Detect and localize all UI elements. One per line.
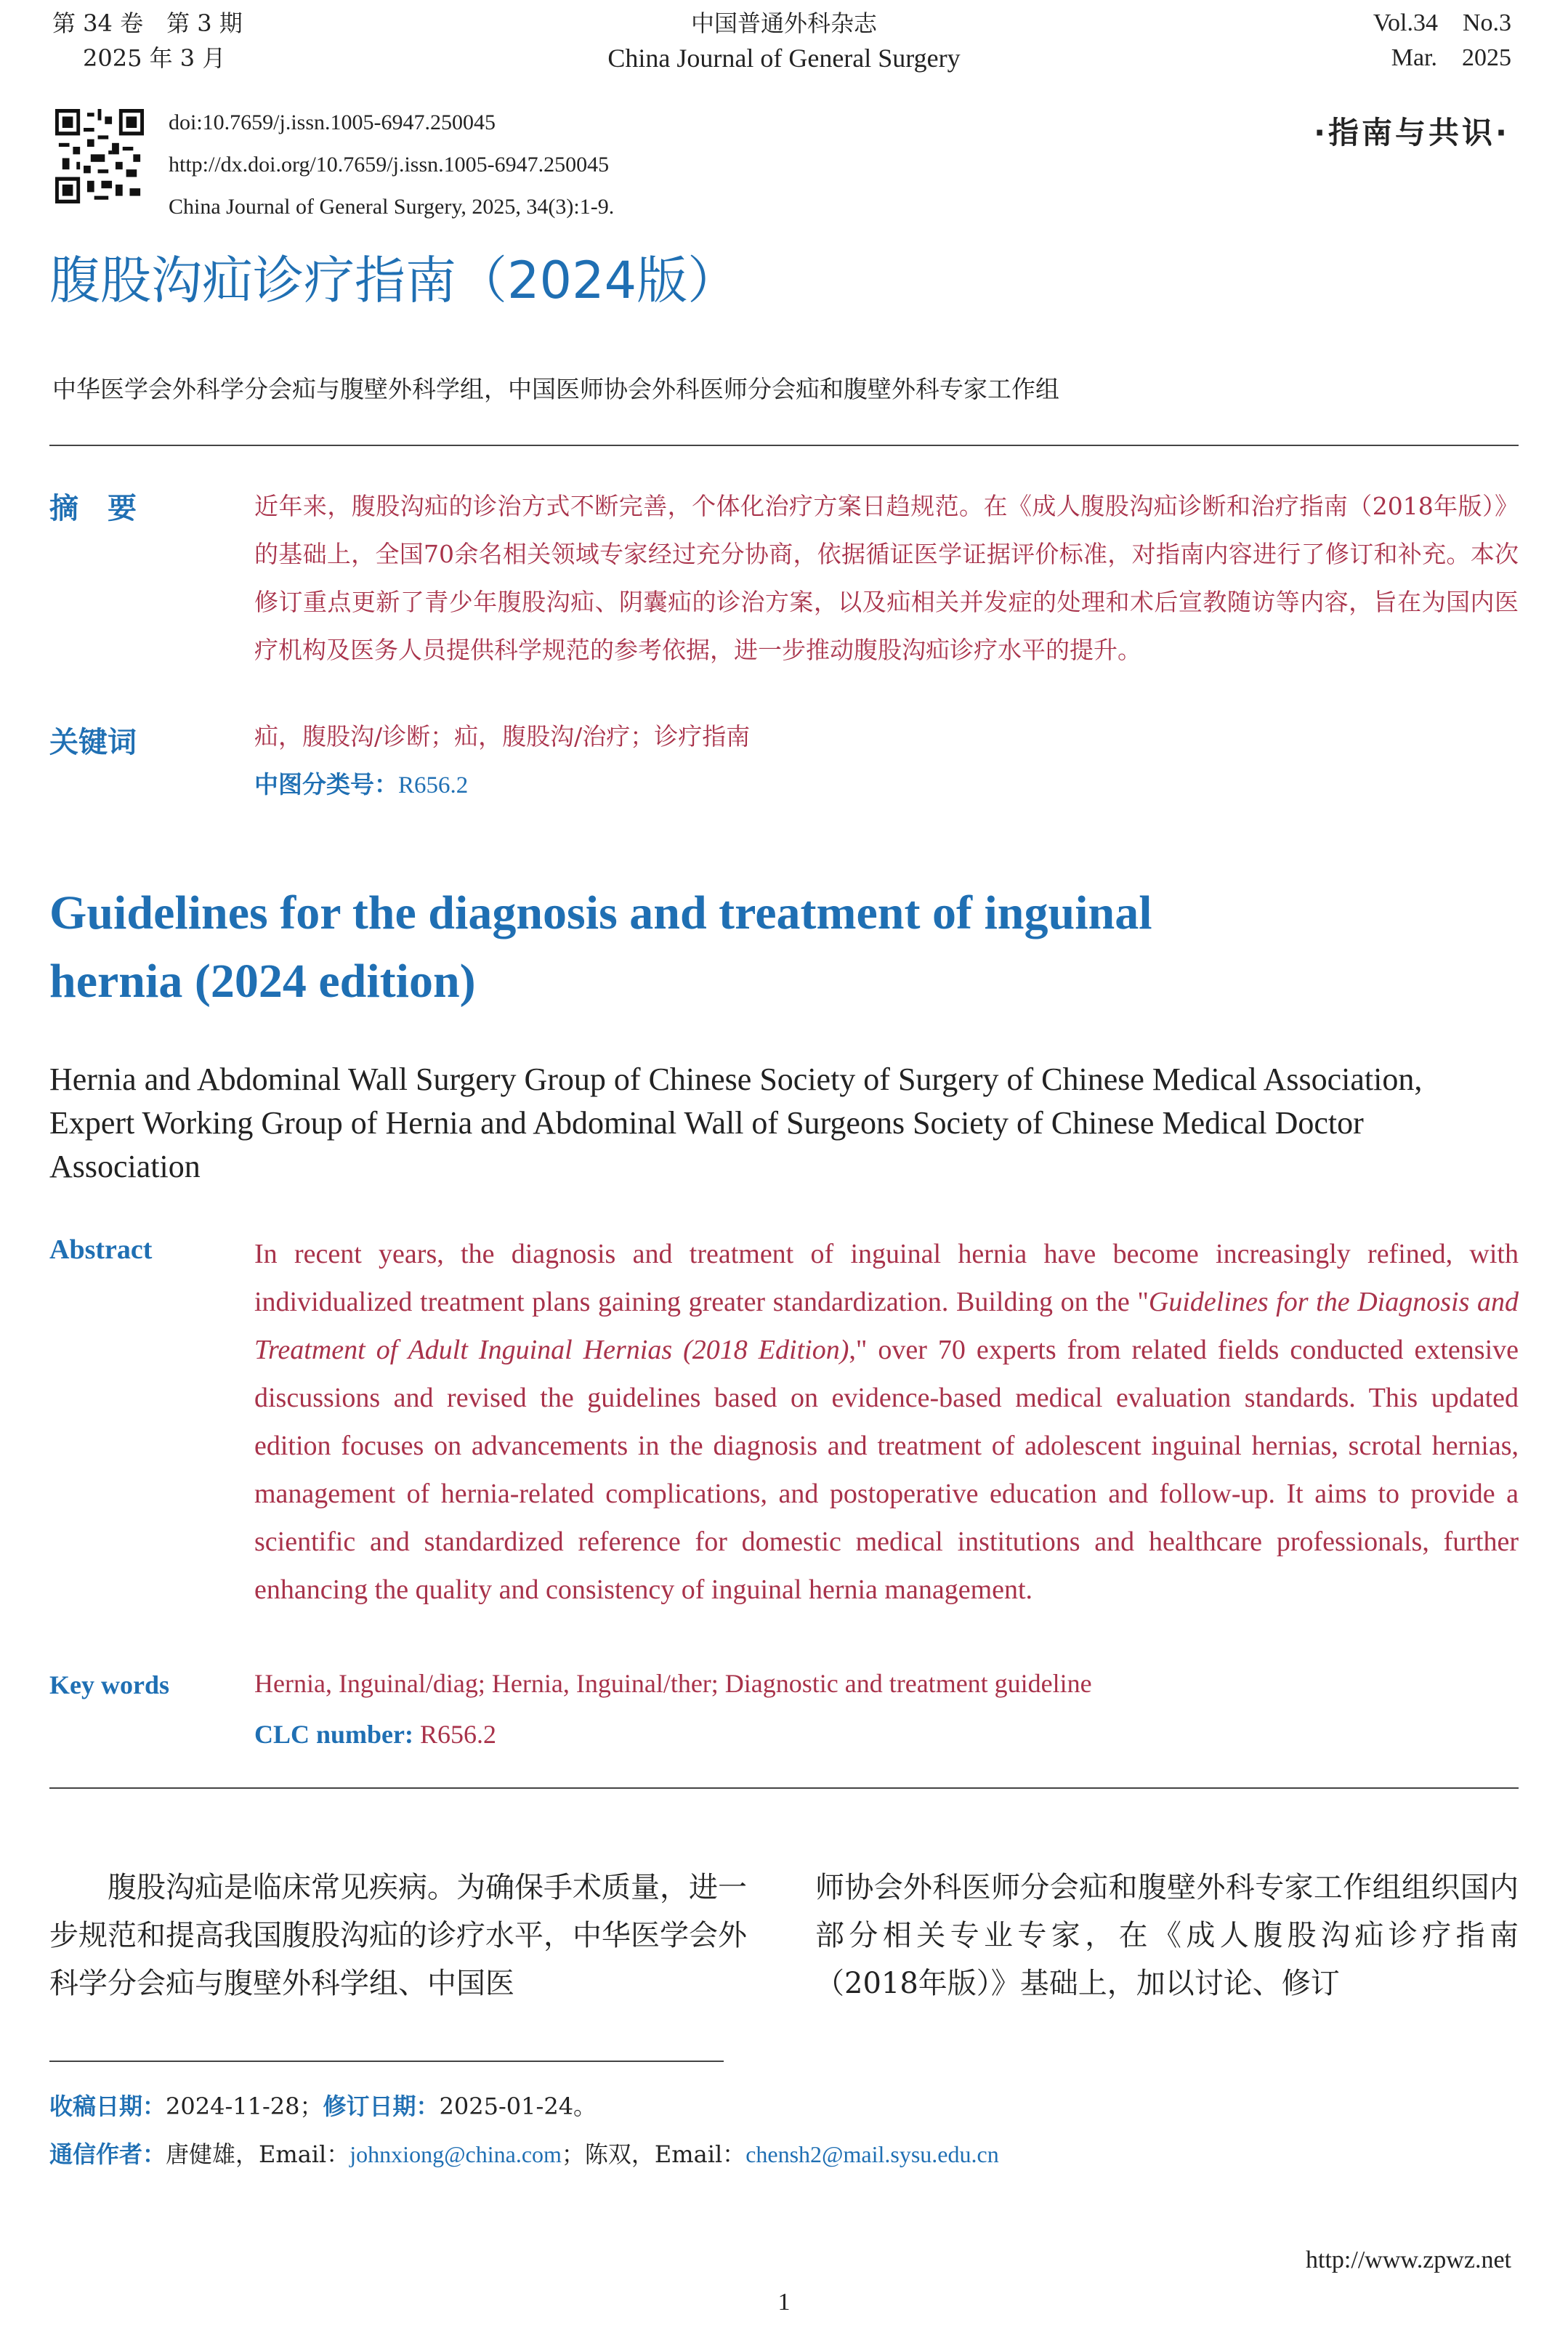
abstract-cn: 近年来，腹股沟疝的诊治方式不断完善，个体化治疗方案日趋规范。在《成人腹股沟疝诊断和治疗指南（2018年版）》的基础上，全国70余名相关领域专家经过充分协商，依据循证医学证据评价标准，对指南内容进行了修订和补充。本次修订重点更新了青少年腹股沟疝、阴囊疝的诊治方案，以及疝相关并发症的处理和术后宣教随访等内容，旨在为国内医疗机构及医务人员提供科学规范的参考依据，进一步推动腹股沟疝诊疗水平的提升。: [254, 492, 1519, 664]
body-column-right: 师协会外科医师分会疝和腹壁外科专家工作组组织国内部分相关专业专家，在《成人腹股沟疝诊疗指南（2018年版）》基础上，加以讨论、修订: [815, 1871, 1519, 2000]
header-issue-cn: 第 34 卷 第 3 期 2025 年 3 月: [52, 9, 243, 72]
doi-text: doi:10.7659/j.issn.1005-6947.250045: [169, 110, 496, 134]
divider-top: [49, 445, 1519, 446]
citation-text: China Journal of General Surgery, 2025, 34(3):1-9.: [169, 195, 615, 219]
header-issue-en: Vol.34 No.3 Mar. 2025: [1373, 9, 1511, 71]
article-meta: [169, 102, 614, 228]
site-url-link[interactable]: http://www.zpwz.net: [1306, 2247, 1511, 2273]
authors-cn: 中华医学会外科学分会疝与腹壁外科学组，中国医师协会外科医师分会疝和腹壁外科专家工作组: [52, 375, 1059, 403]
body-column-left: 腹股沟疝是临床常见疾病。为确保手术质量，进一步规范和提高我国腹股沟疝的诊疗水平，中华医学会外科学分会疝与腹壁外科学组、中国医: [49, 1871, 747, 2000]
footnote-correspondence: 通信作者：唐健雄，Email：johnxiong@china.com；陈双，Email：chensh2@mail.sysu.edu.cn: [49, 2140, 999, 2168]
email-link-1[interactable]: johnxiong@china.com: [349, 2141, 562, 2167]
column-tag: ·指南与共识·: [1314, 115, 1510, 150]
header-journal-name: 中国普通外科杂志 China Journal of General Surgery: [607, 9, 961, 73]
divider-bottom: [49, 1787, 1519, 1789]
abstract-en: In recent years, the diagnosis and treatment of inguinal hernia have become increasingly refined, with individualized treatment plans gaining greater standardization. Building on the "Guidelines for the Diagnosis and Treatment of Adult Inguinal Hernias (2018 Edition)," over 70 experts from related fields conducted extensive discussions and revised the guidelines based on evidence-based medical evaluation standards. This updated edition focuses on advancements in the diagnosis and treatment of adolescent inguinal hernias, scrotal hernias, management of hernia-related complications, and postoperative education and follow-up. It aims to provide a scientific and standardized reference for domestic medical institutions and healthcare professionals, further enhancing the quality and consistency of inguinal hernia management.: [254, 1239, 1519, 1605]
keywords-en: Hernia, Inguinal/diag; Hernia, Inguinal/ther; Diagnostic and treatment guideline: [254, 1669, 1092, 1698]
page-title-cn: 腹股沟疝诊疗指南（2024版）: [49, 251, 739, 310]
clc-en: CLC number: R656.2: [254, 1720, 497, 1749]
footnote-divider: [49, 2061, 724, 2062]
clc-cn: 中图分类号：R656.2: [254, 770, 469, 798]
page-number: 1: [777, 2289, 791, 2316]
footnote-dates: 收稿日期：2024-11-28；修订日期：2025-01-24。: [49, 2092, 597, 2120]
abstract-label-en: Abstract: [49, 1234, 153, 1265]
email-link-2[interactable]: chensh2@mail.sysu.edu.cn: [745, 2141, 999, 2167]
authors-en: Hernia and Abdominal Wall Surgery Group of Chinese Society of Surgery of Chinese Medical Association, Expert Working Group of Hernia and Abdominal Wall of Surgeons Society of Chinese Medical Doctor Association: [49, 1062, 1423, 1184]
qr-code-icon: [55, 109, 144, 203]
doi-url-link[interactable]: http://dx.doi.org/10.7659/j.issn.1005-6947.250045: [169, 153, 610, 177]
keywords-cn: 疝，腹股沟/诊断；疝，腹股沟/治疗；诊疗指南: [254, 722, 751, 751]
page-title-en: Guidelines for the diagnosis and treatment of inguinal hernia (2024 edition): [49, 886, 1152, 1008]
keywords-label-en: Key words: [49, 1670, 169, 1699]
abstract-label-cn: 摘 要: [49, 492, 137, 525]
keywords-label-cn: 关键词: [49, 726, 137, 759]
